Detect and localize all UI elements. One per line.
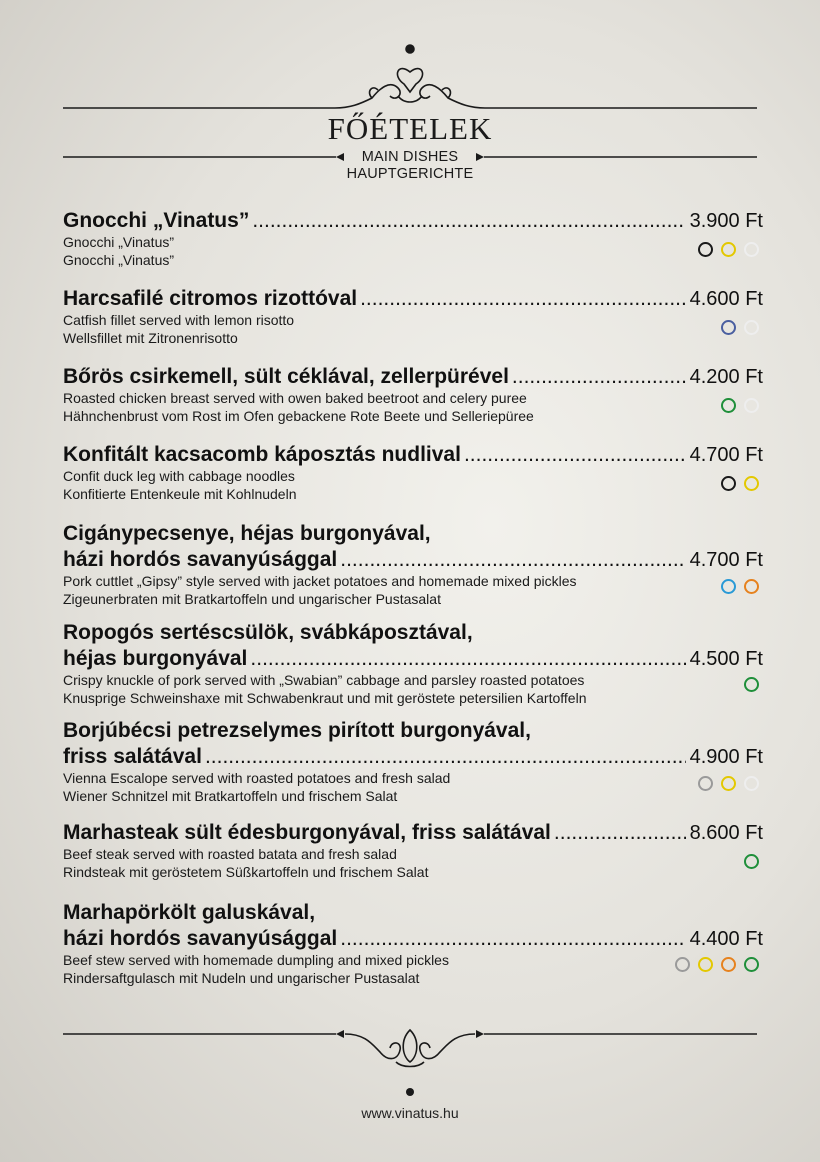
dish-name: Konfitált kacsacomb káposztás nudlival: [63, 443, 461, 466]
pairing-ring-icon: [721, 776, 736, 791]
dish-description-english: Confit duck leg with cabbage noodles: [63, 468, 295, 484]
dish-price: 4.900 Ft: [689, 746, 763, 768]
wine-pairing-rings: [721, 398, 759, 413]
dish-description-german: Konfitierte Entenkeule mit Kohlnudeln: [63, 485, 297, 502]
dish-name: Bőrös csirkemell, sült céklával, zellerpürével: [63, 365, 509, 388]
pairing-ring-icon: [744, 398, 759, 413]
dish-name-line-2: házi hordós savanyúsággal: [63, 927, 338, 950]
menu-item-pork-knuckle: [63, 620, 763, 707]
wine-pairing-rings: [721, 476, 759, 491]
pairing-ring-icon: [721, 579, 736, 594]
dish-description-english: Vienna Escalope served with roasted potatoes and fresh salad: [63, 770, 451, 786]
pairing-ring-icon: [675, 957, 690, 972]
dish-price: 3.900 Ft: [689, 210, 763, 232]
dish-name: Harcsafilé citromos rizottóval: [63, 287, 358, 310]
wine-pairing-rings: [721, 579, 759, 594]
pairing-ring-icon: [744, 320, 759, 335]
dish-price: 4.400 Ft: [689, 928, 763, 950]
menu-item-catfish: [63, 286, 763, 347]
dish-description-german: Wiener Schnitzel mit Bratkartoffeln und frischem Salat: [63, 787, 398, 804]
dish-name: Ropogós sertéscsülök, svábkáposztával,: [63, 621, 473, 644]
dot-leader: [554, 820, 686, 846]
dish-name: Marhasteak sült édesburgonyával, friss salátával: [63, 821, 551, 844]
pairing-ring-icon: [744, 476, 759, 491]
dish-description-english: Pork cuttlet „Gipsy” style served with jacket potatoes and homemade mixed pickles: [63, 573, 577, 589]
pairing-ring-icon: [744, 579, 759, 594]
menu-item-vienna-escalope: [63, 718, 763, 805]
dish-name: Cigánypecsenye, héjas burgonyával,: [63, 522, 431, 545]
menu-item-beef-stew: [63, 900, 763, 987]
dish-description-english: Roasted chicken breast served with owen baked beetroot and celery puree: [63, 390, 527, 406]
wine-pairing-rings: [698, 776, 759, 791]
subtitle-german: HAUPTGERICHTE: [346, 166, 474, 182]
dish-price: 4.700 Ft: [689, 549, 763, 571]
pairing-ring-icon: [744, 677, 759, 692]
dot-leader: [250, 646, 685, 672]
pairing-ring-icon: [721, 957, 736, 972]
dish-description-english: Beef steak served with roasted batata and fresh salad: [63, 846, 397, 862]
dot-leader: [340, 926, 685, 952]
pairing-ring-icon: [721, 242, 736, 257]
dish-price: 4.500 Ft: [689, 648, 763, 670]
dish-description-english: Gnocchi „Vinatus”: [63, 234, 175, 250]
menu-item-gnocchi: [63, 208, 763, 269]
dish-price: 8.600 Ft: [689, 822, 763, 844]
menu-item-duck-leg: [63, 442, 763, 503]
pairing-ring-icon: [698, 957, 713, 972]
dish-description-english: Beef stew served with homemade dumpling and mixed pickles: [63, 952, 449, 968]
menu-header: [0, 0, 820, 200]
pairing-ring-icon: [744, 957, 759, 972]
dish-description-german: Zigeunerbraten mit Bratkartoffeln und ungarischer Pustasalat: [63, 590, 441, 607]
dish-description-german: Knusprige Schweinshaxe mit Schwabenkraut und mit geröstete petersilien Kartoffeln: [63, 689, 587, 706]
dot-leader: [205, 744, 686, 770]
dot-leader: [464, 442, 686, 468]
dish-name-line-2: héjas burgonyával: [63, 647, 248, 670]
menu-item-beef-steak: [63, 820, 763, 881]
menu-item-chicken-breast: [63, 364, 763, 425]
dish-description-english: Catfish fillet served with lemon risotto: [63, 312, 295, 328]
wine-pairing-rings: [675, 957, 759, 972]
dish-description-german: Rindsteak mit geröstetem Süßkartoffeln und frischem Salat: [63, 863, 429, 880]
pairing-ring-icon: [721, 398, 736, 413]
pairing-ring-icon: [721, 476, 736, 491]
pairing-ring-icon: [721, 320, 736, 335]
website-url: www.vinatus.hu: [361, 1105, 459, 1121]
dot-leader: [252, 208, 685, 234]
page-title: FŐÉTELEK: [327, 111, 493, 146]
dish-name-line-2: friss salátával: [63, 745, 202, 768]
dot-leader: [340, 547, 685, 573]
dish-name: Marhapörkölt galuskával,: [63, 901, 316, 924]
dot-leader: [512, 364, 686, 390]
pairing-ring-icon: [744, 242, 759, 257]
dish-price: 4.600 Ft: [689, 288, 763, 310]
dish-name: Borjúbécsi petrezselymes pirított burgonyával,: [63, 719, 531, 742]
pairing-ring-icon: [698, 242, 713, 257]
wine-pairing-rings: [721, 320, 759, 335]
subtitle-english: MAIN DISHES: [361, 149, 459, 165]
dish-name: Gnocchi „Vinatus”: [63, 209, 250, 232]
wine-pairing-rings: [698, 242, 759, 257]
pairing-ring-icon: [744, 776, 759, 791]
dish-price: 4.200 Ft: [689, 366, 763, 388]
pairing-ring-icon: [698, 776, 713, 791]
dish-price: 4.700 Ft: [689, 444, 763, 466]
wine-pairing-rings: [744, 677, 759, 692]
dish-description-german: Rindersaftgulasch mit Nudeln und ungarischer Pustasalat: [63, 969, 420, 986]
dish-description-german: Wellsfillet mit Zitronenrisotto: [63, 329, 238, 346]
dot-leader: [360, 286, 686, 312]
menu-item-pork-cutlet: [63, 521, 763, 608]
dish-description-english: Crispy knuckle of pork served with „Swabian” cabbage and parsley roasted potatoes: [63, 672, 585, 688]
dish-name-line-2: házi hordós savanyúsággal: [63, 548, 338, 571]
wine-pairing-rings: [744, 854, 759, 869]
dish-description-german: Hähnchenbrust vom Rost im Ofen gebackene Rote Beete und Selleriepüree: [63, 407, 534, 424]
dish-description-german: Gnocchi „Vinatus”: [63, 251, 175, 268]
footer-ornament: [0, 1000, 820, 1110]
pairing-ring-icon: [744, 854, 759, 869]
